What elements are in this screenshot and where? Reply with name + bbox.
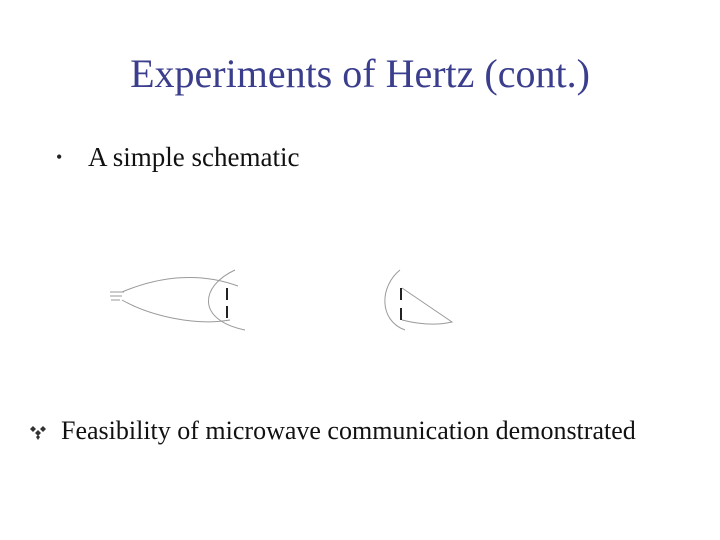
bullet-text-feasibility: Feasibility of microwave communication demonstrated <box>61 416 636 445</box>
transmitter-wave-lower <box>122 300 230 322</box>
bullet-dot-icon: • <box>56 147 63 167</box>
ground-symbol <box>110 292 124 300</box>
slide-title: Experiments of Hertz (cont.) <box>130 51 590 96</box>
diamond-arrow-bullet-icon <box>30 424 46 440</box>
receiver-wave <box>402 288 452 324</box>
transmitter-wave-upper <box>122 277 238 292</box>
hertz-schematic-diagram <box>100 262 470 342</box>
bullet-text-schematic: A simple schematic <box>88 142 300 172</box>
